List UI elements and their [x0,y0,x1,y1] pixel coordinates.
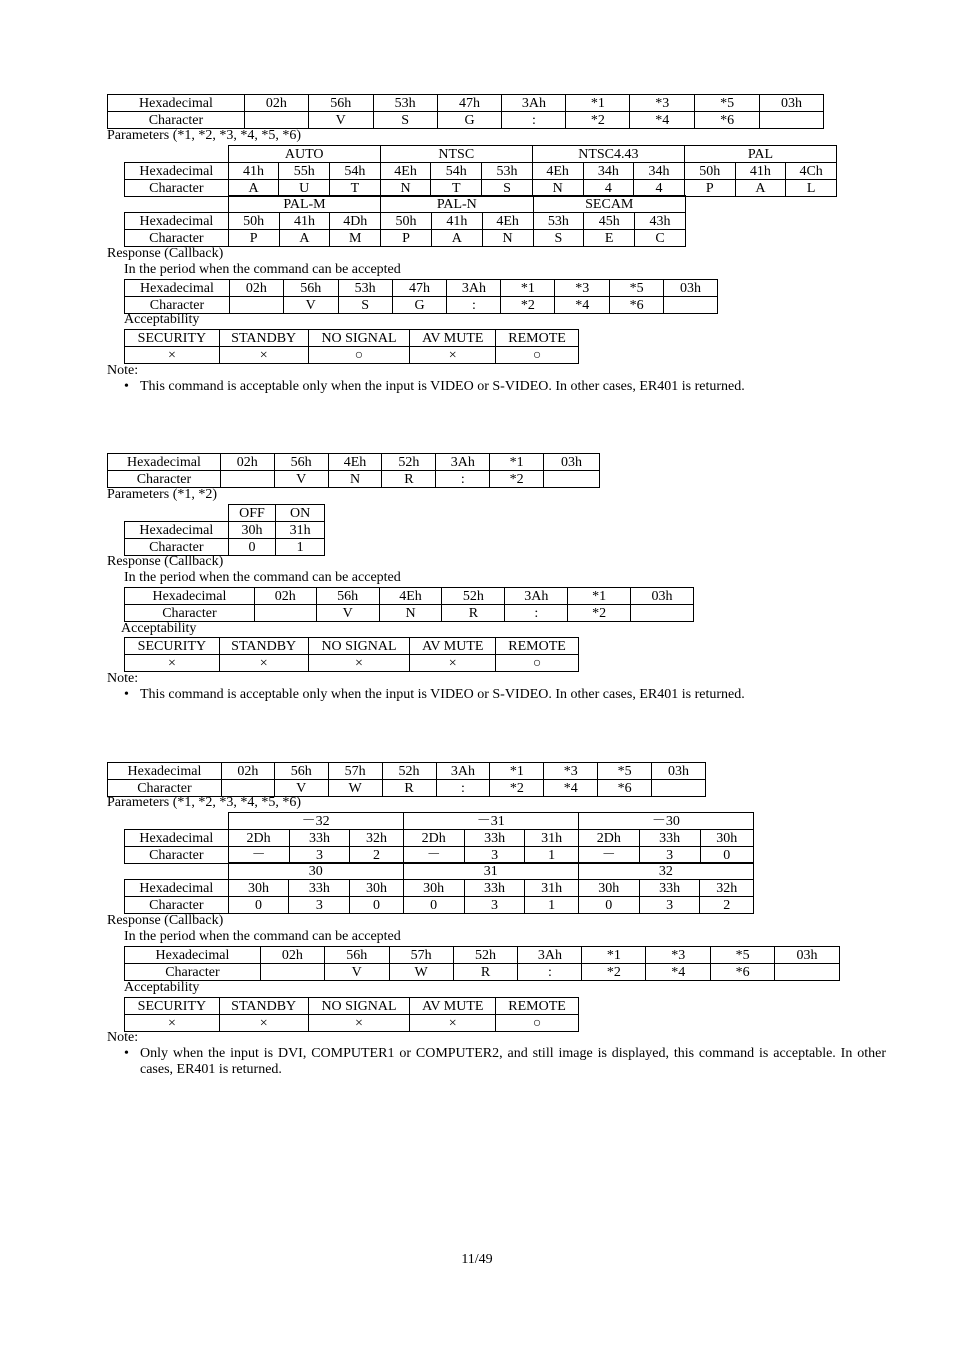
page-number: 11/49 [461,1252,493,1267]
table-cell: *2 [490,471,544,488]
param-cell: 2 [350,847,403,864]
table-cell: *2 [501,297,555,314]
table-cell [631,605,694,622]
table-cell: *5 [711,947,775,964]
accept-value: × [125,1015,220,1032]
param-cell: － [228,847,289,864]
param-cell: M [330,230,381,247]
param-row-label: Hexadecimal [125,213,229,230]
param-cell: 3 [639,897,700,914]
param-mode-header: 32 [578,863,753,880]
param-row-label: Hexadecimal [125,880,229,897]
table-cell: V [274,780,328,797]
table-cell: 56h [283,280,338,297]
table-cell: 3Ah [518,947,582,964]
param-cell: 2Dh [228,830,289,847]
table-cell: 52h [453,947,518,964]
table-cell: *5 [610,280,664,297]
table-cell: 56h [274,763,328,780]
param-cell: 3 [289,847,350,864]
table-cell: 52h [382,763,436,780]
accept-header: REMOTE [496,998,579,1015]
table-cell: 53h [338,280,392,297]
vsg-params-table-1 [124,145,837,197]
param-cell: 30h [228,522,276,539]
param-mode-header: －32 [228,813,403,830]
param-cell: 33h [464,880,525,897]
param-cell: 41h [431,213,482,230]
table-cell: *4 [544,780,598,797]
table-cell: *2 [582,964,646,981]
param-cell: T [330,180,381,197]
param-cell: A [279,230,330,247]
param-cell: 32h [700,880,754,897]
table-cell: *2 [490,780,544,797]
param-cell: 3 [464,847,525,864]
table-cell [652,780,706,797]
param-row-label: Character [125,180,229,197]
param-cell: C [635,230,686,247]
param-cell: 53h [482,163,533,180]
table-cell: W [328,780,382,797]
param-row-label: Character [125,897,229,914]
param-cell: E [584,230,635,247]
param-cell: L [786,180,837,197]
param-cell: P [684,180,735,197]
param-row-label: Hexadecimal [125,522,229,539]
table-cell: S [338,297,392,314]
vnr-accept-table [124,637,579,672]
accept-value: × [410,347,496,364]
accept-header: REMOTE [496,638,579,655]
table-cell: *1 [490,454,544,471]
table-cell [244,112,308,129]
accept-header: SECURITY [125,638,220,655]
vnr-note-label: Note: [107,671,139,686]
vwr-note [124,1046,886,1078]
param-cell: 4Eh [380,163,431,180]
table-cell: *2 [568,605,631,622]
table-cell: *1 [490,763,544,780]
param-cell: 0 [228,539,276,556]
param-row-label: Character [125,847,229,864]
table-cell: N [379,605,442,622]
table-cell: 02h [220,454,274,471]
accept-header: AV MUTE [410,330,496,347]
bullet-icon: • [124,687,129,702]
accept-value: × [410,655,496,672]
table-cell: 02h [254,588,316,605]
table-cell: R [453,964,518,981]
table-cell: W [389,964,453,981]
vnr-note [124,687,884,703]
param-mode-header: PAL [684,146,836,163]
param-cell: 33h [289,880,350,897]
accept-header: AV MUTE [410,998,496,1015]
table-cell: *3 [544,763,598,780]
param-cell: A [431,230,482,247]
param-cell: 1 [276,539,325,556]
param-cell: 3 [639,847,700,864]
param-cell: 33h [639,880,700,897]
vwr-response-label: Response (Callback) [107,913,224,928]
table-cell: V [308,112,373,129]
accept-value: ○ [496,655,579,672]
vwr-response-table [124,946,840,981]
accept-header: STANDBY [219,998,308,1015]
bullet-icon: • [124,1046,129,1061]
param-row-label: Hexadecimal [125,830,229,847]
vnr-note-text: This command is acceptable only when the input is VIDEO or S-VIDEO. In other cases, ER401 is returned. [140,687,745,702]
param-cell: 1 [525,897,578,914]
table-cell: *6 [598,780,652,797]
param-mode-header: 31 [403,863,578,880]
vsg-note-label: Note: [107,363,139,378]
accept-value: × [219,347,308,364]
vwr-command-table [107,762,706,797]
param-row-label: Hexadecimal [125,163,229,180]
table-cell: V [274,471,328,488]
table-cell [229,297,283,314]
row-label: Hexadecimal [125,947,261,964]
param-cell: 45h [584,213,635,230]
param-mode-header: －31 [403,813,578,830]
vsg-command-table [107,94,824,129]
vwr-params-table-1 [124,812,754,864]
table-cell [664,297,718,314]
param-mode-header: PAL-M [228,196,380,213]
table-cell: G [437,112,502,129]
accept-header: SECURITY [125,998,220,1015]
param-mode-header: 30 [228,863,403,880]
param-cell: 30h [350,880,403,897]
param-cell: 4Dh [330,213,381,230]
table-cell: 56h [308,95,373,112]
table-cell: V [283,297,338,314]
param-cell: 4Eh [482,213,533,230]
table-cell: *6 [610,297,664,314]
param-mode-header: －30 [578,813,753,830]
param-cell: 33h [289,830,350,847]
table-cell: 02h [221,763,274,780]
table-cell: *6 [711,964,775,981]
param-cell: 54h [431,163,482,180]
table-cell: *1 [568,588,631,605]
table-cell: 47h [392,280,447,297]
param-cell: 0 [700,847,753,864]
vnr-command-table [107,453,600,488]
param-cell: 4Ch [786,163,837,180]
table-cell [775,964,840,981]
param-cell: A [228,180,279,197]
table-cell: *4 [555,297,610,314]
param-cell: P [228,230,279,247]
table-cell: *2 [566,112,630,129]
table-cell: 03h [775,947,840,964]
param-cell: － [403,847,464,864]
table-cell: *3 [630,95,695,112]
vnr-accept-label: Acceptability [121,621,197,636]
vnr-response-label: Response (Callback) [107,554,224,569]
accept-header: SECURITY [125,330,220,347]
param-cell: 4 [583,180,634,197]
accept-header: REMOTE [496,330,579,347]
param-header-on: ON [276,505,325,522]
table-cell: 03h [760,95,824,112]
vsg-response-label: Response (Callback) [107,246,224,261]
param-mode-header: SECAM [533,196,685,213]
table-cell: 3Ah [502,95,566,112]
table-cell: *4 [630,112,695,129]
accept-value: ○ [496,1015,579,1032]
accept-value: ○ [308,347,410,364]
table-cell: 52h [442,588,505,605]
param-cell: 4Eh [532,163,583,180]
vsg-accept-label: Acceptability [124,312,200,327]
table-cell: : [436,780,490,797]
param-cell: 41h [228,163,279,180]
param-cell: 50h [381,213,432,230]
accept-header: AV MUTE [410,638,496,655]
table-cell: 56h [274,454,328,471]
vnr-params-table [124,504,325,556]
param-cell: 0 [228,897,289,914]
table-cell: S [373,112,437,129]
table-cell: *1 [582,947,646,964]
table-cell: : [436,471,490,488]
param-cell: 53h [533,213,584,230]
param-cell: 3 [464,897,525,914]
param-header-off: OFF [228,505,276,522]
param-row-label: Character [125,230,229,247]
table-cell: 52h [382,454,436,471]
table-cell [260,964,324,981]
param-cell: 41h [279,213,330,230]
vnr-response-table [124,587,694,622]
table-cell: 02h [229,280,283,297]
param-cell: 4 [634,180,685,197]
vsg-response-sub: In the period when the command can be accepted [124,262,401,277]
row-label: Hexadecimal [108,454,221,471]
param-mode-header: AUTO [228,146,380,163]
vnr-params-label: Parameters (*1, *2) [107,487,218,502]
accept-value: × [308,655,410,672]
table-cell: 02h [260,947,324,964]
row-label: Hexadecimal [125,280,230,297]
param-cell: 0 [403,897,464,914]
table-cell: R [442,605,505,622]
table-cell: 56h [316,588,379,605]
accept-header: NO SIGNAL [308,638,410,655]
param-cell: 33h [639,830,700,847]
row-label: Hexadecimal [125,588,255,605]
vsg-response-table [124,279,718,314]
table-cell [221,780,274,797]
row-label: Character [108,471,221,488]
table-cell: : [518,964,582,981]
vsg-params-table-2 [124,195,686,247]
table-cell: *4 [646,964,711,981]
param-cell: N [532,180,583,197]
table-cell: *3 [646,947,711,964]
vsg-note-text: This command is acceptable only when the input is VIDEO or S-VIDEO. In other cases, ER401 is returned. [140,379,745,394]
param-cell: N [380,180,431,197]
accept-value: × [308,1015,410,1032]
table-cell: 02h [244,95,308,112]
table-cell [220,471,274,488]
table-cell: 3Ah [505,588,568,605]
param-cell: 1 [525,847,578,864]
bullet-icon: • [124,379,129,394]
table-cell: 53h [373,95,437,112]
table-cell [254,605,316,622]
param-cell: 34h [634,163,685,180]
vnr-response-sub: In the period when the command can be accepted [124,570,401,585]
param-cell: T [431,180,482,197]
param-cell: 0 [350,897,403,914]
accept-value: × [410,1015,496,1032]
vsg-note [124,379,884,395]
table-cell: *5 [695,95,760,112]
row-label: Character [125,297,230,314]
vwr-accept-table [124,997,579,1032]
table-cell: *1 [566,95,630,112]
param-cell: 2 [700,897,754,914]
vsg-params-label: Parameters (*1, *2, *3, *4, *5, *6) [107,128,302,143]
table-cell: G [392,297,447,314]
accept-value: × [219,655,308,672]
accept-value: × [125,347,220,364]
table-cell: V [324,964,389,981]
param-cell: P [381,230,432,247]
param-cell: 2Dh [578,830,639,847]
accept-header: NO SIGNAL [308,330,410,347]
param-cell: 43h [635,213,686,230]
param-cell: 31h [525,880,578,897]
table-cell: 47h [437,95,502,112]
param-cell: 30h [403,880,464,897]
param-cell: N [482,230,533,247]
vwr-response-sub: In the period when the command can be accepted [124,929,401,944]
param-cell: S [482,180,533,197]
table-cell: *6 [695,112,760,129]
table-cell: 03h [631,588,694,605]
table-cell: 03h [544,454,600,471]
param-cell: 3 [289,897,350,914]
param-cell: 54h [330,163,381,180]
row-label: Character [125,964,261,981]
param-cell: 0 [578,897,639,914]
accept-header: STANDBY [219,638,308,655]
table-cell: N [328,471,382,488]
param-cell: A [735,180,786,197]
table-cell: 56h [324,947,389,964]
row-label: Character [108,112,245,129]
accept-value: × [125,655,220,672]
accept-header: NO SIGNAL [308,998,410,1015]
table-cell: R [382,780,436,797]
param-row-label: Character [125,539,229,556]
param-cell: 33h [464,830,525,847]
accept-value: ○ [496,347,579,364]
table-cell: V [316,605,379,622]
table-cell: *5 [598,763,652,780]
vwr-note-label: Note: [107,1030,139,1045]
param-cell: 31h [276,522,325,539]
row-label: Character [125,605,255,622]
param-mode-header: NTSC [380,146,532,163]
table-cell [544,471,600,488]
table-cell: : [502,112,566,129]
table-cell: 3Ah [447,280,501,297]
table-cell: 4Eh [328,454,382,471]
table-cell: *3 [555,280,610,297]
param-cell: 30h [228,880,289,897]
param-mode-header: NTSC4.43 [532,146,684,163]
table-cell: 57h [389,947,453,964]
table-cell: 03h [664,280,718,297]
param-cell: 34h [583,163,634,180]
vwr-params-label: Parameters (*1, *2, *3, *4, *5, *6) [107,795,302,810]
param-cell: 2Dh [403,830,464,847]
vwr-note-text: Only when the input is DVI, COMPUTER1 or COMPUTER2, and still image is displayed, this command is acceptable. In other cases, ER401 is returned. [140,1046,886,1077]
param-cell: 41h [735,163,786,180]
table-cell: 03h [652,763,706,780]
table-cell: 4Eh [379,588,442,605]
vwr-accept-label: Acceptability [124,980,200,995]
row-label: Hexadecimal [108,763,222,780]
param-cell: 50h [684,163,735,180]
table-cell: 3Ah [436,763,490,780]
param-cell: 30h [700,830,753,847]
param-cell: U [279,180,330,197]
vwr-params-table-2 [124,862,754,914]
accept-header: STANDBY [219,330,308,347]
param-cell: 32h [350,830,403,847]
vsg-accept-table [124,329,579,364]
param-cell: 31h [525,830,578,847]
param-cell: 30h [578,880,639,897]
param-cell: 50h [228,213,279,230]
table-cell: R [382,471,436,488]
param-cell: 55h [279,163,330,180]
table-cell: 3Ah [436,454,490,471]
param-cell: S [533,230,584,247]
accept-value: × [219,1015,308,1032]
table-cell: *1 [501,280,555,297]
row-label: Hexadecimal [108,95,245,112]
table-cell: : [505,605,568,622]
table-cell: : [447,297,501,314]
table-cell: 57h [328,763,382,780]
table-cell [760,112,824,129]
row-label: Character [108,780,222,797]
param-mode-header: PAL-N [381,196,533,213]
param-cell: － [578,847,639,864]
